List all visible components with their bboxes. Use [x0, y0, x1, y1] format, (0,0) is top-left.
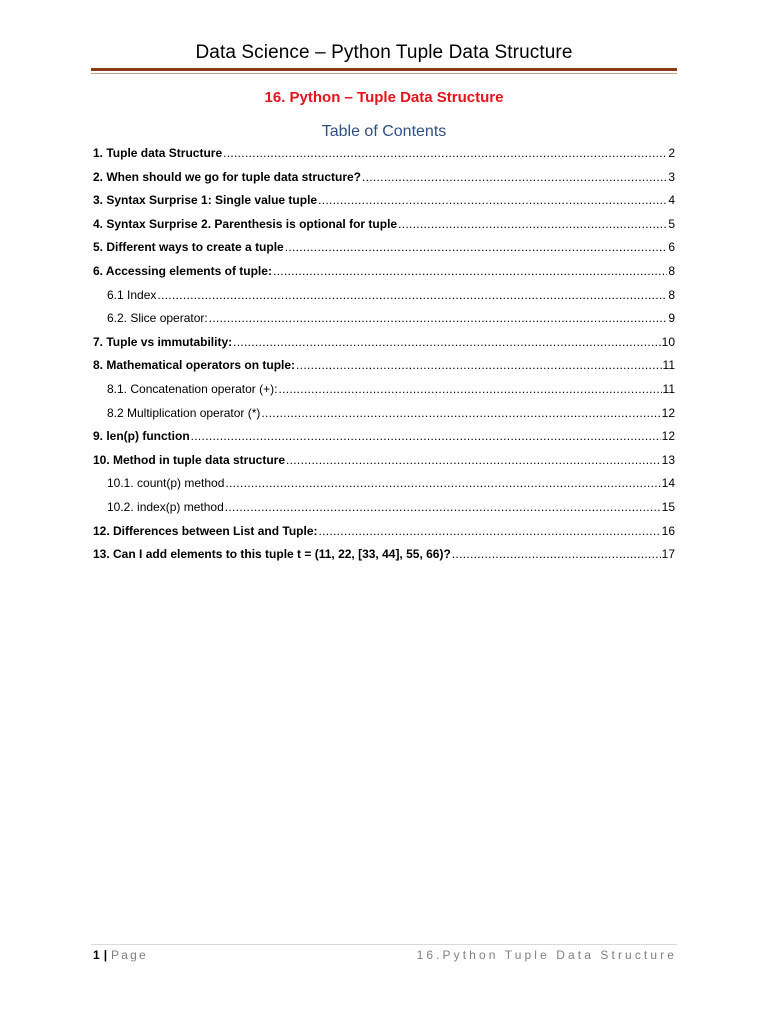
toc-dot-leader	[452, 546, 661, 563]
page-footer	[93, 948, 677, 966]
toc-entry-title[interactable]: 10. Method in tuple data structure	[93, 452, 286, 467]
toc-dot-leader	[223, 145, 667, 162]
toc-dot-leader	[318, 192, 667, 209]
toc-heading: Table of Contents	[321, 123, 447, 140]
toc-entry-page-number[interactable]: 4	[668, 193, 675, 208]
toc-entry-page-number[interactable]: 8	[668, 263, 675, 278]
toc-entry[interactable]	[93, 405, 675, 429]
toc-entry-page-number[interactable]: 2	[668, 146, 675, 160]
toc-entry-page-number[interactable]: 11	[662, 358, 675, 373]
toc-dot-leader	[286, 452, 661, 469]
toc-entry-title[interactable]: 3. Syntax Surprise 1: Single value tuple	[93, 193, 318, 208]
toc-entry[interactable]	[93, 523, 675, 547]
table-of-contents	[93, 145, 675, 570]
toc-entry-title[interactable]: 9. len(p) function	[93, 429, 190, 444]
toc-entry-page-number[interactable]: 11	[662, 381, 675, 396]
footer-page-number: 1	[93, 948, 100, 962]
footer-separator: |	[103, 948, 108, 962]
toc-entry-title[interactable]: 6.1 Index	[107, 287, 157, 302]
toc-dot-leader	[233, 334, 661, 351]
toc-entry-page-number[interactable]: 8	[668, 287, 675, 302]
toc-entry[interactable]	[93, 239, 675, 263]
toc-entry-title[interactable]: 8.1. Concatenation operator (+):	[107, 381, 278, 396]
toc-entry[interactable]	[93, 475, 675, 499]
toc-entry-title[interactable]: 6. Accessing elements of tuple:	[93, 263, 272, 278]
running-header-title: Data Science – Python Tuple Data Structure	[195, 42, 573, 63]
toc-dot-leader	[225, 499, 661, 516]
toc-entry-title[interactable]: 8. Mathematical operators on tuple:	[93, 358, 296, 373]
toc-entry-title[interactable]: 10.2. index(p) method	[107, 499, 224, 514]
toc-entry[interactable]	[93, 499, 675, 523]
footer-document-title: 16.Python Tuple Data Structure	[416, 948, 677, 962]
toc-entry[interactable]	[93, 357, 675, 381]
toc-entry-page-number[interactable]: 3	[668, 169, 675, 184]
toc-dot-leader	[296, 357, 661, 374]
toc-dot-leader	[191, 428, 661, 445]
toc-entry[interactable]	[93, 216, 675, 240]
header-divider-thick	[91, 68, 677, 71]
toc-entry[interactable]	[93, 192, 675, 216]
toc-dot-leader	[225, 475, 660, 492]
toc-entry-page-number[interactable]: 6	[668, 240, 675, 255]
toc-dot-leader	[261, 405, 660, 422]
toc-entry[interactable]	[93, 310, 675, 334]
toc-entry[interactable]	[93, 334, 675, 358]
toc-entry-page-number[interactable]: 15	[661, 499, 675, 514]
toc-entry[interactable]	[93, 145, 675, 169]
toc-entry-page-number[interactable]: 14	[661, 476, 675, 491]
toc-entry-title[interactable]: 4. Syntax Surprise 2. Parenthesis is optional for tuple	[93, 216, 398, 231]
toc-entry[interactable]	[93, 546, 675, 570]
toc-entry-page-number[interactable]: 13	[661, 452, 675, 467]
header-divider-thin	[91, 73, 677, 74]
footer-divider	[91, 944, 677, 945]
toc-entry[interactable]	[93, 381, 675, 405]
toc-entry-page-number[interactable]: 9	[668, 311, 675, 326]
toc-dot-leader	[398, 216, 667, 233]
toc-entry[interactable]	[93, 263, 675, 287]
toc-entry-title[interactable]: 5. Different ways to create a tuple	[93, 240, 284, 255]
toc-entry-page-number[interactable]: 17	[661, 547, 675, 562]
toc-entry-title[interactable]: 1. Tuple data Structure	[93, 146, 223, 160]
toc-entry-title[interactable]: 12. Differences between List and Tuple:	[93, 523, 318, 538]
toc-entry-title[interactable]: 13. Can I add elements to this tuple t = (11, 22, [33, 44], 55, 66)?	[93, 547, 451, 562]
toc-entry-page-number[interactable]: 10	[661, 334, 675, 349]
toc-dot-leader	[285, 239, 668, 256]
toc-entry-page-number[interactable]: 12	[661, 429, 675, 444]
toc-entry[interactable]	[93, 169, 675, 193]
toc-entry-title[interactable]: 6.2. Slice operator:	[107, 311, 208, 326]
toc-dot-leader	[319, 523, 661, 540]
toc-entry[interactable]	[93, 452, 675, 476]
toc-dot-leader	[278, 381, 661, 398]
toc-entry[interactable]	[93, 428, 675, 452]
toc-dot-leader	[157, 287, 667, 304]
toc-entry-page-number[interactable]: 12	[661, 405, 675, 420]
document-title: 16. Python – Tuple Data Structure	[264, 89, 504, 106]
toc-entry-title[interactable]: 10.1. count(p) method	[107, 476, 225, 491]
toc-entry-title[interactable]: 8.2 Multiplication operator (*)	[107, 405, 261, 420]
toc-entry[interactable]	[93, 287, 675, 311]
toc-entry-title[interactable]: 7. Tuple vs immutability:	[93, 334, 233, 349]
toc-entry-page-number[interactable]: 16	[661, 523, 675, 538]
footer-page-indicator	[93, 948, 148, 962]
toc-dot-leader	[209, 310, 668, 327]
toc-dot-leader	[362, 169, 667, 186]
toc-entry-page-number[interactable]: 5	[668, 216, 675, 231]
toc-entry-title[interactable]: 2. When should we go for tuple data structure?	[93, 169, 362, 184]
footer-page-label: Page	[111, 948, 148, 962]
toc-dot-leader	[273, 263, 667, 280]
